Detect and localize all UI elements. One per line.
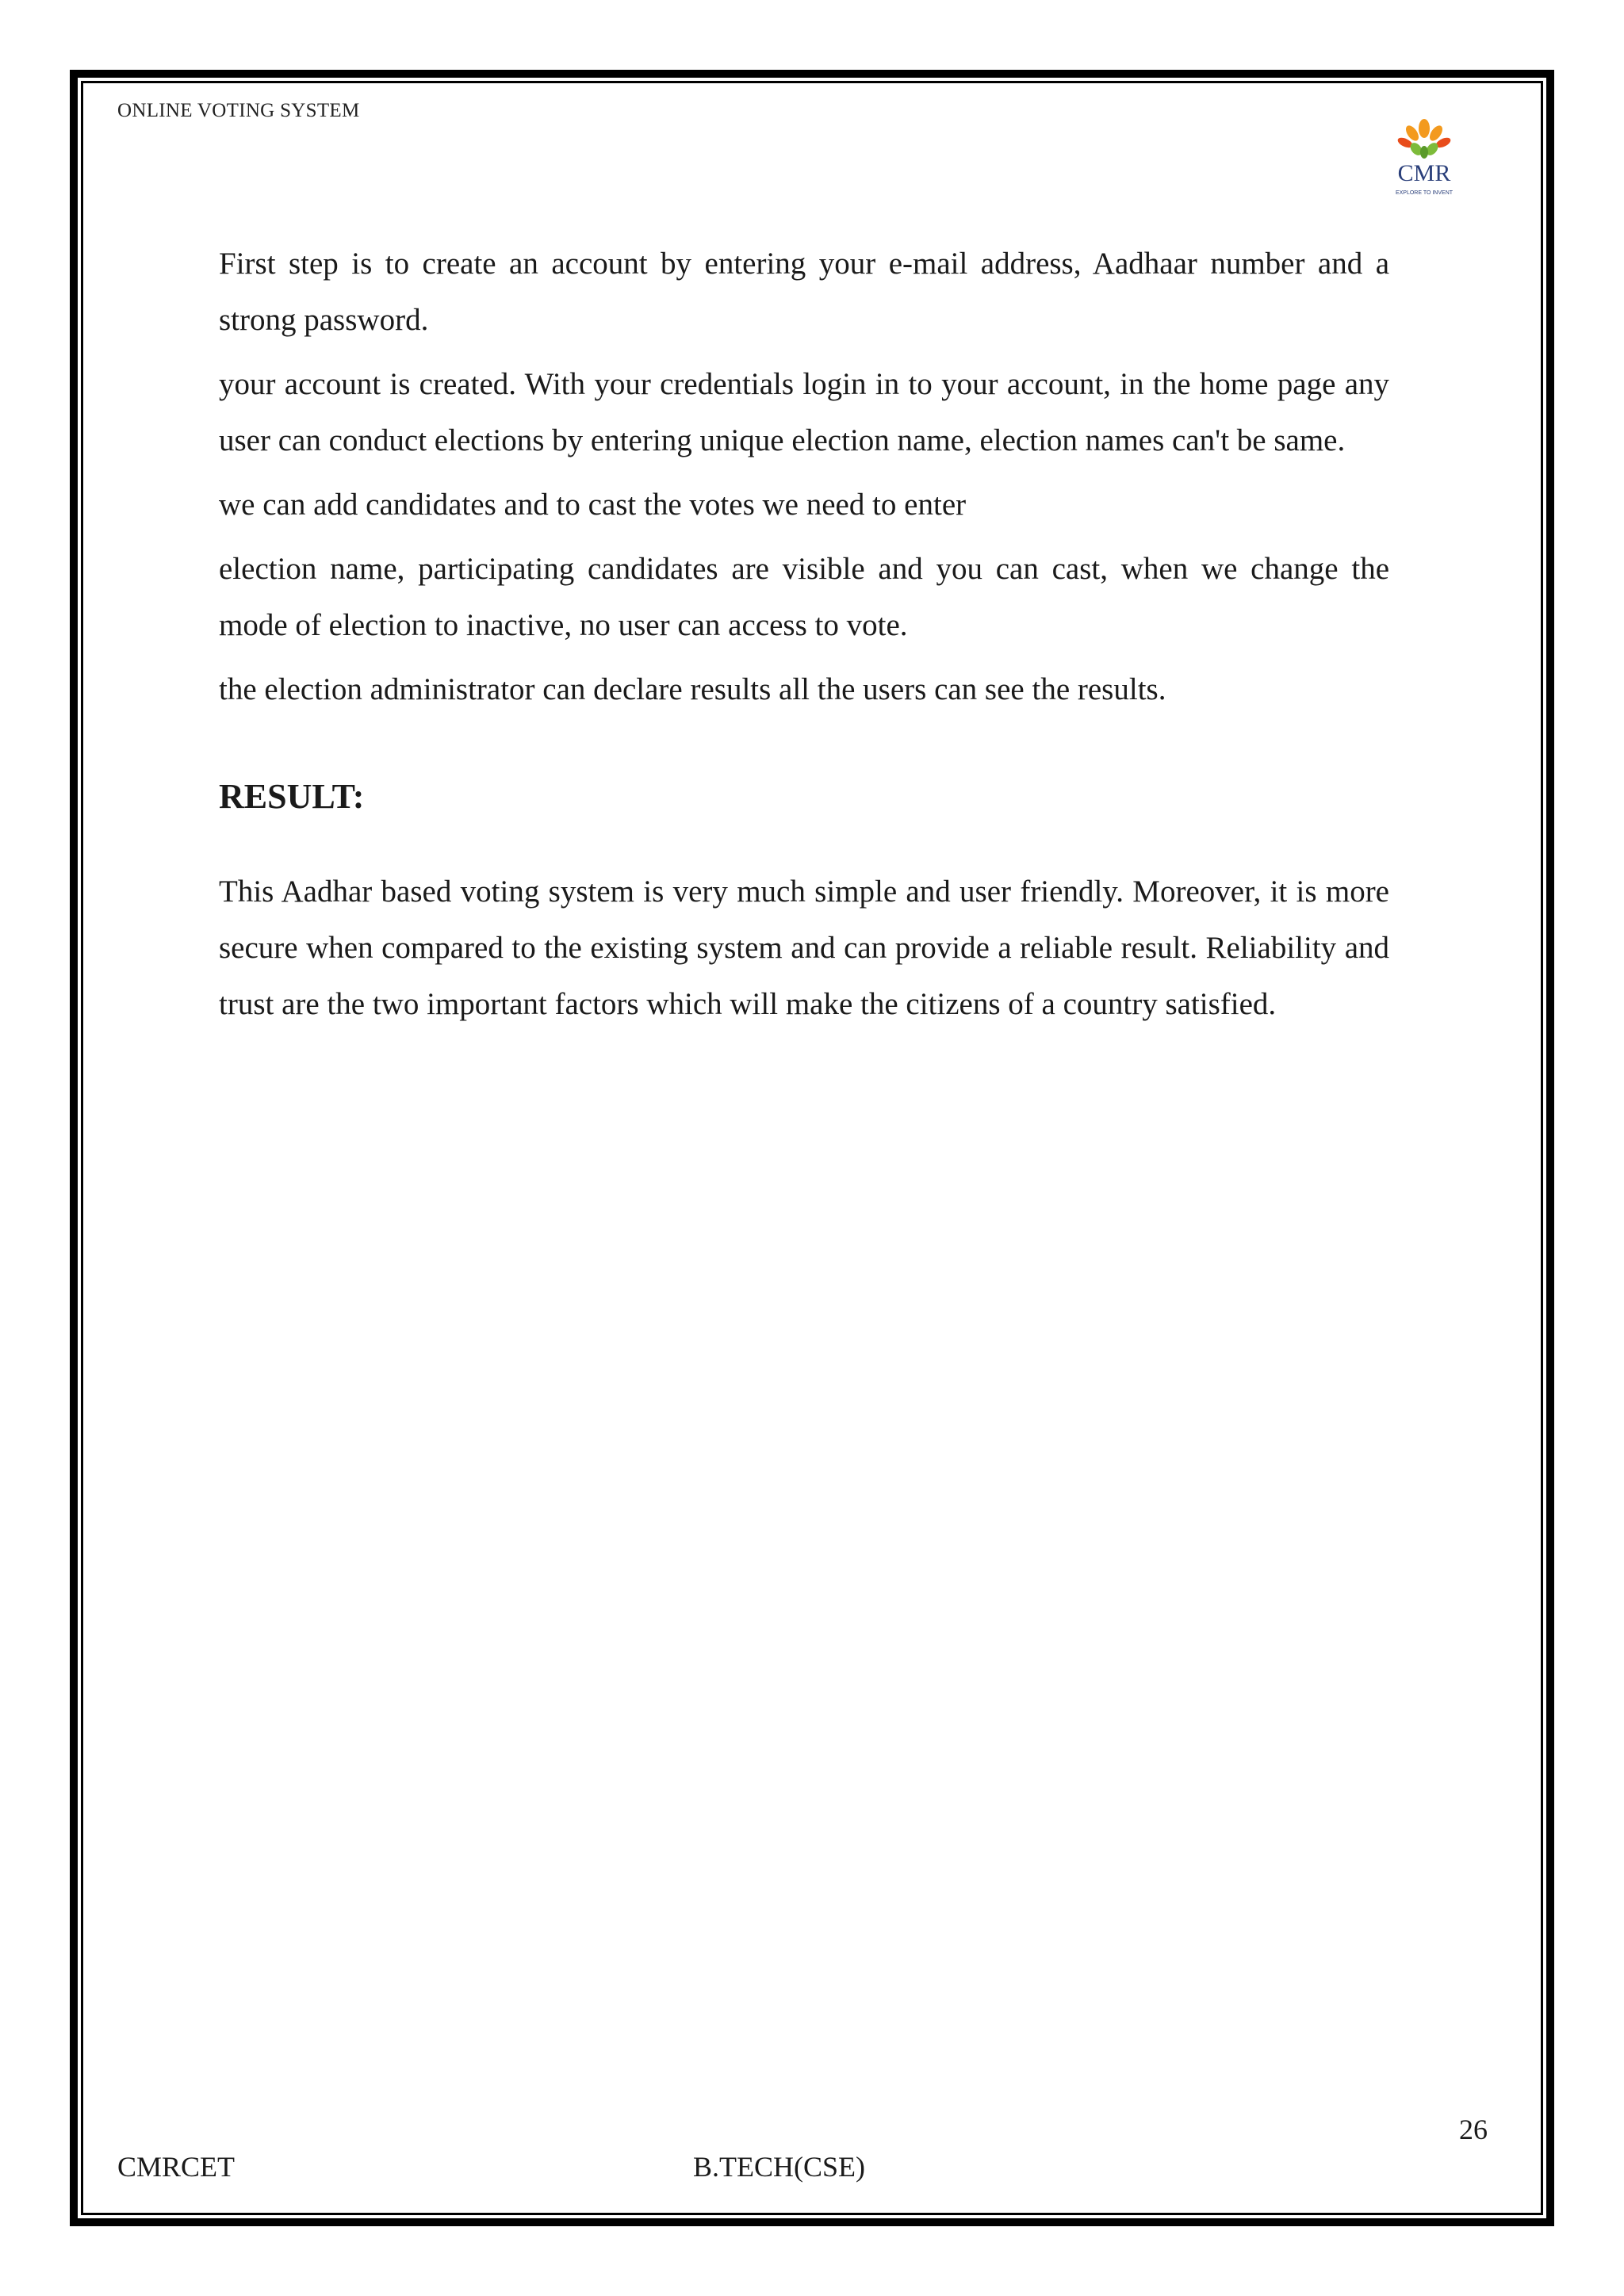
logo-flower-icon — [1396, 119, 1452, 159]
logo-tagline: EXPLORE TO INVENT — [1395, 190, 1454, 196]
footer-institution: CMRCET — [117, 2151, 236, 2183]
header-title: ONLINE VOTING SYSTEM — [117, 100, 360, 121]
paragraph-login: your account is created. With your credentials login in to your account, in the home page any user can conduct elections by entering unique election name, election names can't be same. — [219, 367, 1389, 457]
paragraph-declare-results: the election administrator can declare results all the users can see the results. — [219, 672, 1166, 706]
paragraph-account-creation: First step is to create an account by entering your e-mail address, Aadhaar number and a strong password. — [219, 247, 1389, 337]
footer-course: B.TECH(CSE) — [693, 2151, 866, 2183]
result-heading: RESULT: — [219, 777, 365, 816]
logo-text: CMR — [1397, 160, 1451, 186]
cmr-logo — [1386, 117, 1462, 198]
page-number: 26 — [1459, 2114, 1488, 2145]
paragraph-add-candidates: we can add candidates and to cast the votes we need to enter — [219, 488, 967, 522]
paragraph-cast-vote: election name, participating candidates are visible and you can cast, when we change the mode of election to inactive, no user can access to vote. — [219, 552, 1389, 642]
result-paragraph: This Aadhar based voting system is very much simple and user friendly. Moreover, it is more secure when compared to the existing system and can provide a reliable result. Reliability and trust are the two important factors which will make the citizens of a country satisfied. — [219, 874, 1389, 1021]
main-content — [219, 235, 1389, 1040]
